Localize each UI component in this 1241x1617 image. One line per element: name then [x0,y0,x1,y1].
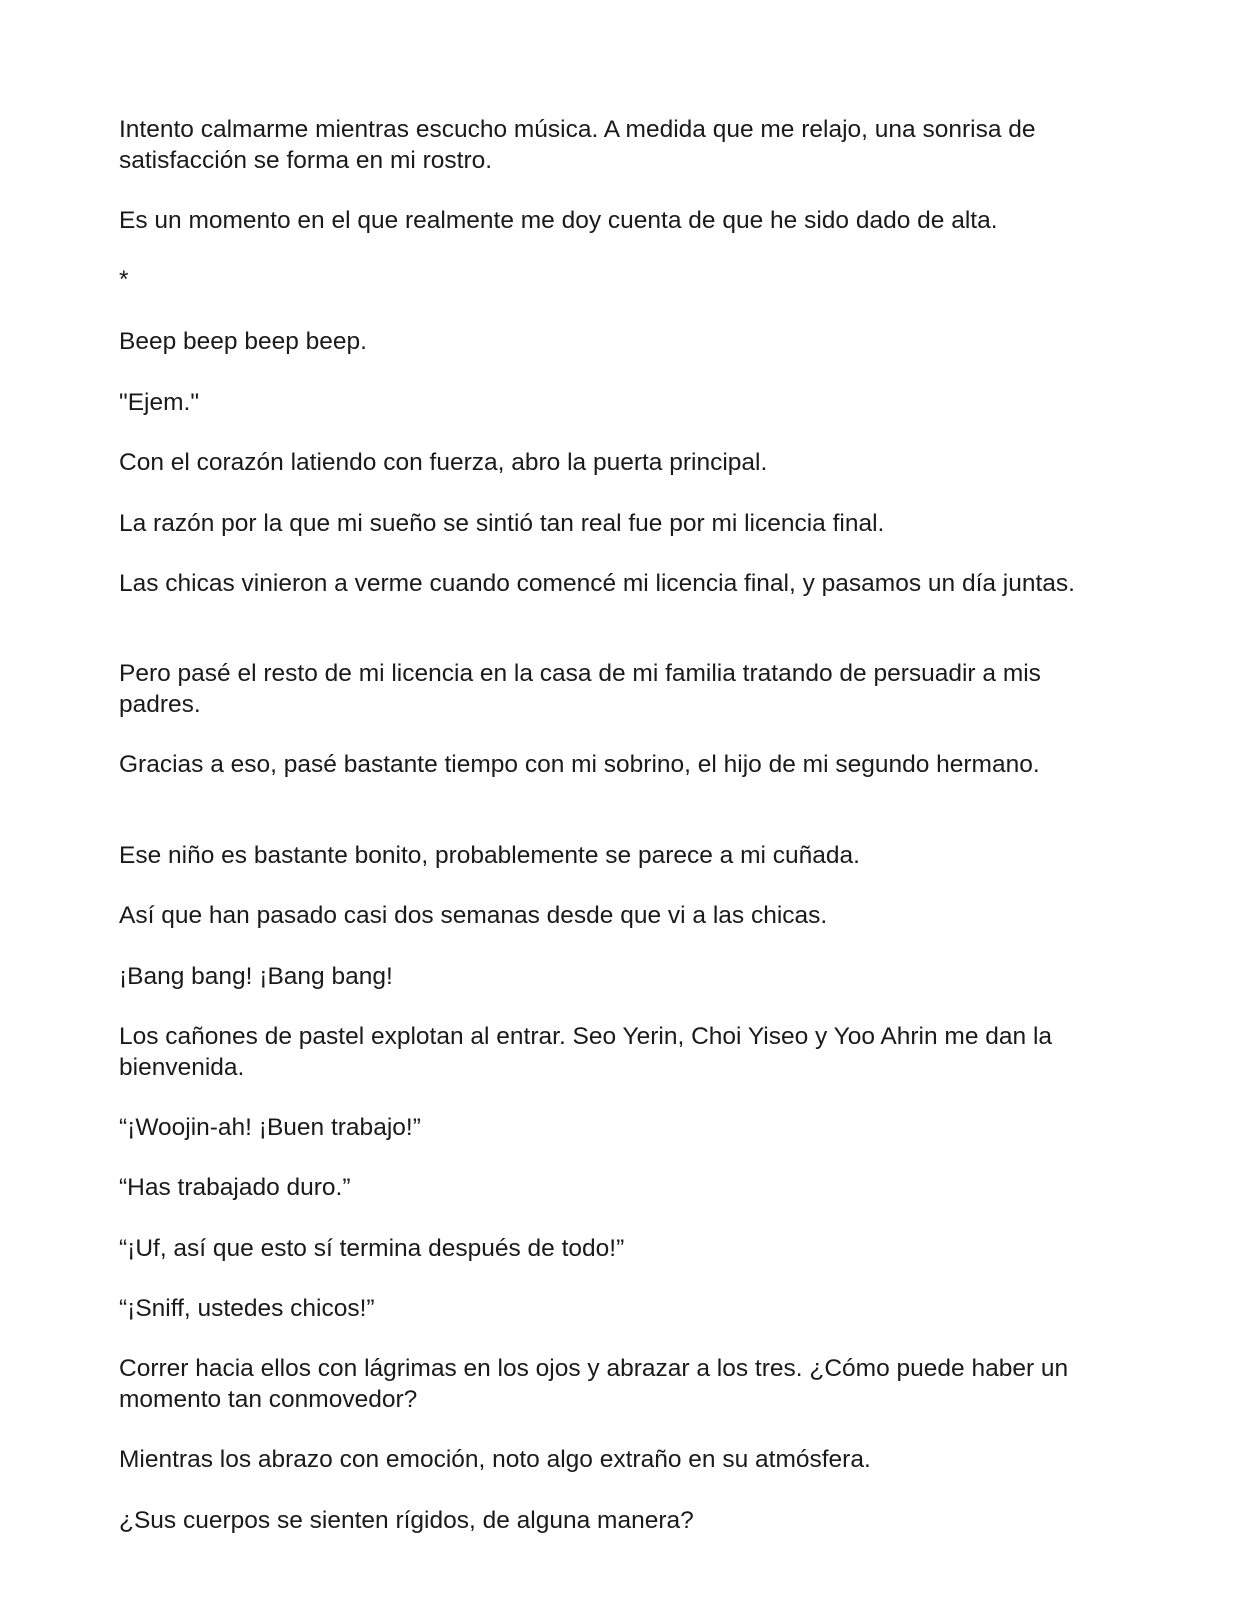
paragraph-8: Pero pasé el resto de mi licencia en la casa de mi familia tratando de persuadir a mis padres. [119,660,1041,718]
paragraph-14: “¡Woojin-ah! ¡Buen trabajo!” [119,1114,421,1141]
paragraph-17: “¡Sniff, ustedes chicos!” [119,1295,375,1322]
paragraph-18: Correr hacia ellos con lágrimas en los ojos y abrazar a los tres. ¿Cómo puede haber un momento tan conmovedor? [119,1355,1069,1413]
paragraph-2: Es un momento en el que realmente me doy cuenta de que he sido dado de alta. [119,207,998,234]
paragraph-6: La razón por la que mi sueño se sintió tan real fue por mi licencia final. [119,510,885,537]
paragraph-11: Así que han pasado casi dos semanas desde que vi a las chicas. [119,902,828,929]
paragraph-19: Mientras los abrazo con emoción, noto algo extraño en su atmósfera. [119,1446,871,1473]
scene-break: * [119,266,129,293]
paragraph-1: Intento calmarme mientras escucho música. A medida que me relajo, una sonrisa de satisfacción se forma en mi rostro. [119,116,1036,174]
paragraph-12: ¡Bang bang! ¡Bang bang! [119,963,393,990]
paragraph-15: “Has trabajado duro.” [119,1174,351,1201]
paragraph-4: "Ejem." [119,389,200,416]
paragraph-13: Los cañones de pastel explotan al entrar. Seo Yerin, Choi Yiseo y Yoo Ahrin me dan la bienvenida. [119,1023,1053,1081]
paragraph-16: “¡Uf, así que esto sí termina después de todo!” [119,1235,625,1262]
paragraph-20: ¿Sus cuerpos se sienten rígidos, de alguna manera? [119,1507,694,1534]
paragraph-9: Gracias a eso, pasé bastante tiempo con mi sobrino, el hijo de mi segundo hermano. [119,751,1040,778]
paragraph-3: Beep beep beep beep. [119,328,367,355]
paragraph-10: Ese niño es bastante bonito, probablemente se parece a mi cuñada. [119,842,860,869]
paragraph-7: Las chicas vinieron a verme cuando comencé mi licencia final, y pasamos un día juntas. [119,570,1075,597]
paragraph-5: Con el corazón latiendo con fuerza, abro la puerta principal. [119,449,768,476]
